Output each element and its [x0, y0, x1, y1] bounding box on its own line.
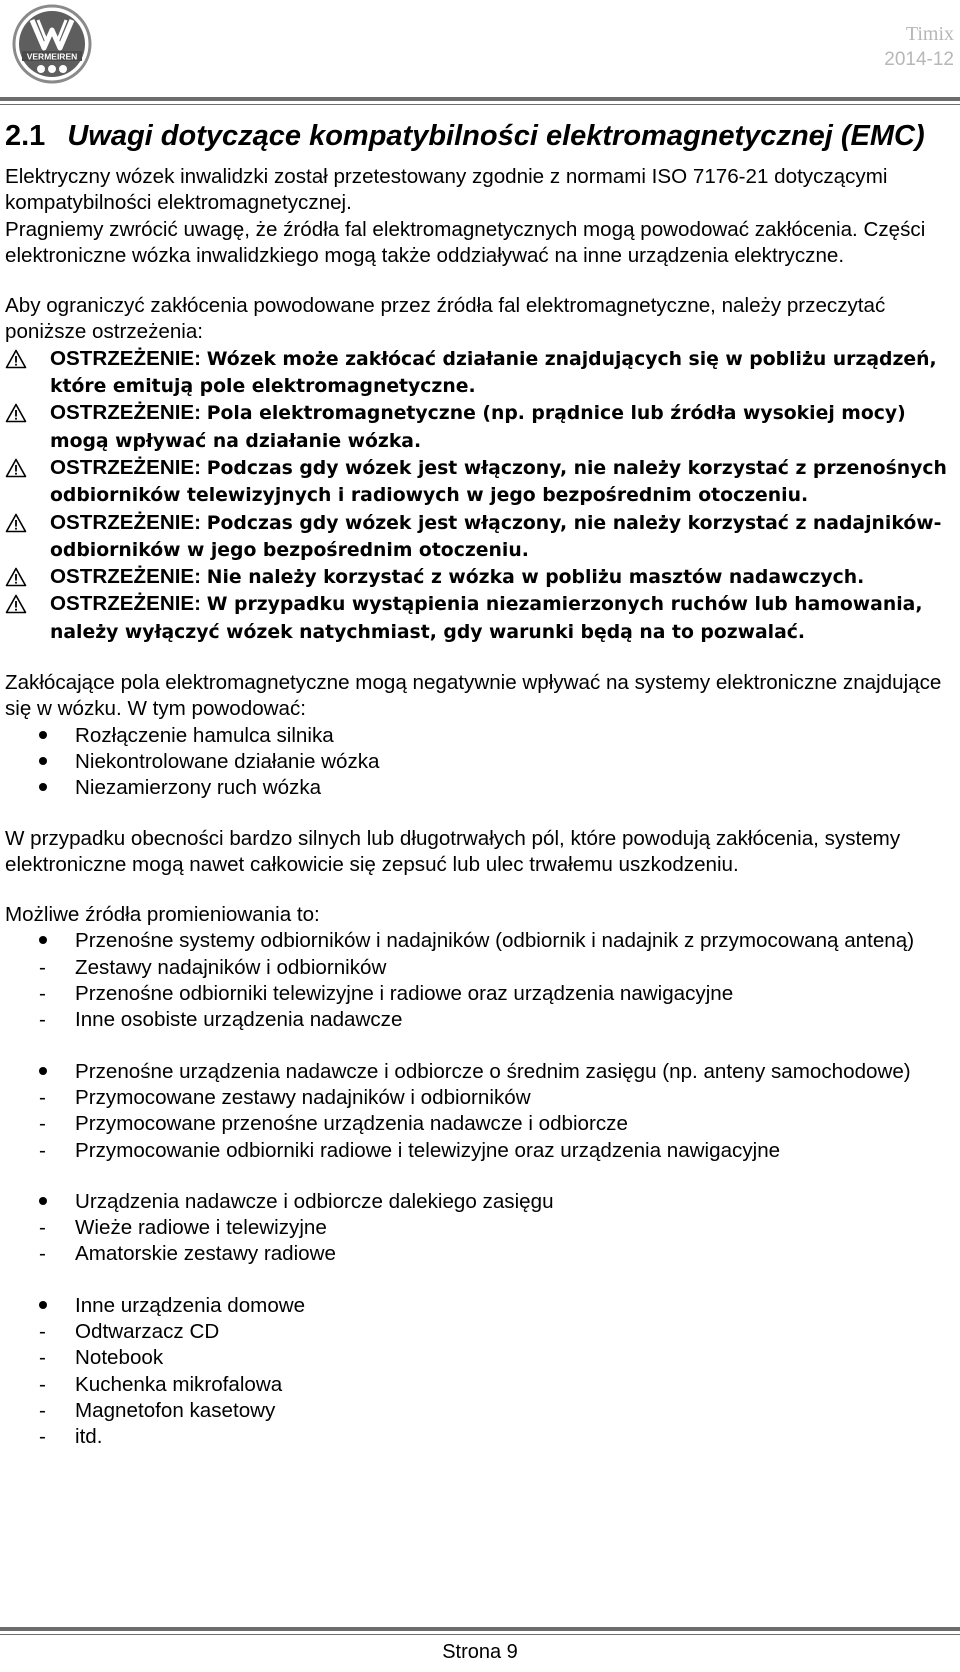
warning-text: W przypadku wystąpienia niezamierzonych ruchów lub hamowania, należy wyłączyć wózek natychmiast, gdy warunki będą na to pozwalać. — [50, 594, 923, 643]
dash-marker: - — [39, 1398, 46, 1422]
source-item-text: Przenośne odbiorniki telewizyjne i radiowe oraz urządzenia nawigacyjne — [75, 982, 734, 1006]
document-meta — [884, 22, 954, 72]
section-title: Uwagi dotyczące kompatybilności elektromagnetycznej (EMC) — [67, 120, 925, 152]
warning-icon — [5, 567, 27, 587]
source-group — [5, 1293, 955, 1451]
dash-marker: - — [39, 1008, 46, 1032]
source-item — [5, 1372, 955, 1398]
intro-paragraph-1: Elektryczny wózek inwalidzki został przetestowany zgodnie z normami ISO 7176-21 dotyczącymi kompatybilności elektromagnetycznej. — [5, 165, 888, 215]
source-item — [5, 1345, 955, 1371]
source-item-text: Zestawy nadajników i odbiorników — [75, 955, 387, 979]
source-group — [5, 928, 955, 1033]
source-group-heading-text: Przenośne systemy odbiorników i nadajników (odbiornik i nadajnik z przymocowaną anteną) — [75, 929, 915, 953]
warning-item — [5, 564, 955, 591]
warning-icon — [5, 594, 27, 614]
list-item — [5, 775, 955, 801]
list-item-text: Niezamierzony ruch wózka — [75, 776, 322, 800]
dash-marker: - — [39, 1425, 46, 1449]
warning-label: OSTRZEŻENIE: — [50, 346, 202, 370]
bullet-marker — [39, 749, 59, 775]
source-group-heading-text: Przenośne urządzenia nadawcze i odbiorcze o średnim zasięgu (np. anteny samochodowe) — [75, 1059, 911, 1083]
warning-item — [5, 455, 955, 510]
source-item-text: Inne osobiste urządzenia nadawcze — [75, 1008, 403, 1032]
source-item — [5, 1319, 955, 1345]
source-group-heading — [5, 1189, 955, 1215]
warning-icon — [5, 403, 27, 423]
bullet-marker — [39, 1293, 59, 1319]
dash-marker: - — [39, 1138, 46, 1162]
page-content — [5, 118, 955, 1450]
list-item-text: Rozłączenie hamulca silnika — [75, 723, 334, 747]
warning-item — [5, 591, 955, 646]
document-date: 2014-12 — [884, 49, 954, 70]
sources-intro: Możliwe źródła promieniowania to: — [5, 903, 320, 927]
list-item — [5, 723, 955, 749]
source-item-text: Przymocowane przenośne urządzenia nadawcze i odbiorcze — [75, 1112, 628, 1136]
intro-paragraph-2: Pragniemy zwrócić uwagę, że źródła fal elektromagnetycznych mogą powodować zakłócenia. Części elektroniczne wózka inwalidzkiego mogą także oddziaływać na inne urządzenia elektryczne. — [5, 217, 926, 267]
section-heading — [5, 118, 955, 154]
source-item — [5, 1398, 955, 1424]
dash-marker: - — [39, 1085, 46, 1109]
source-group-heading — [5, 1059, 955, 1085]
warning-text: Nie należy korzystać z wózka w pobliżu masztów nadawczych. — [206, 567, 865, 589]
page-number: Strona 9 — [442, 1641, 518, 1663]
warning-text: Pola elektromagnetyczne (np. prądnice lub źródła wysokiej mocy) mogą wpływać na działanie wózka. — [50, 403, 906, 452]
source-group-heading — [5, 928, 955, 954]
source-item — [5, 1424, 955, 1450]
bullet-marker — [39, 1189, 59, 1215]
source-item — [5, 1085, 955, 1111]
section-number: 2.1 — [5, 120, 46, 152]
warning-icon — [5, 349, 27, 369]
bullet-marker — [39, 723, 59, 749]
source-item — [5, 981, 955, 1007]
warnings-intro: Aby ograniczyć zakłócenia powodowane przez źródła fal elektromagnetyczne, należy przeczytać poniższe ostrzeżenia: — [5, 294, 886, 344]
dash-marker: - — [39, 1372, 46, 1396]
header-rule-thin — [0, 104, 960, 105]
product-name: Timix — [905, 23, 954, 45]
warning-item — [5, 510, 955, 565]
dash-marker: - — [39, 1242, 46, 1266]
warning-text: Podczas gdy wózek jest włączony, nie należy korzystać z nadajników-odbiorników w jego bezpośrednim otoczeniu. — [50, 512, 942, 561]
source-item-text: itd. — [75, 1425, 103, 1449]
logo-text: VERMEIREN — [26, 51, 78, 62]
warning-label: OSTRZEŻENIE: — [50, 401, 202, 425]
source-item-text: Wieże radiowe i telewizyjne — [75, 1216, 327, 1240]
warning-label: OSTRZEŻENIE: — [50, 565, 202, 589]
source-item — [5, 1215, 955, 1241]
warning-label: OSTRZEŻENIE: — [50, 510, 202, 534]
source-item — [5, 1138, 955, 1164]
strong-fields-paragraph: W przypadku obecności bardzo silnych lub długotrwałych pól, które powodują zakłócenia, systemy elektroniczne mogą nawet całkowicie się zepsuć lub ulec trwałemu uszkodzeniu. — [5, 826, 901, 876]
source-item-text: Przymocowanie odbiorniki radiowe i telewizyjne oraz urządzenia nawigacyjne — [75, 1138, 781, 1162]
warning-icon — [5, 458, 27, 478]
dash-marker: - — [39, 982, 46, 1006]
list-item — [5, 749, 955, 775]
source-item — [5, 1111, 955, 1137]
source-item-text: Odtwarzacz CD — [75, 1319, 220, 1343]
footer-rule — [0, 1627, 960, 1631]
warning-item — [5, 346, 955, 401]
source-item — [5, 955, 955, 981]
vermeiren-logo — [12, 4, 92, 84]
warning-text: Podczas gdy wózek jest włączony, nie należy korzystać z przenośnych odbiorników telewizyjnych i radiowych w jego bezpośrednim otoczeniu. — [50, 457, 947, 507]
source-item-text: Przymocowane zestawy nadajników i odbiorników — [75, 1085, 531, 1109]
warning-label: OSTRZEŻENIE: — [50, 455, 202, 479]
sources-list — [5, 928, 955, 1450]
warning-label: OSTRZEŻENIE: — [50, 592, 202, 616]
dash-marker: - — [39, 1216, 46, 1240]
effects-list — [5, 723, 955, 802]
source-group-heading — [5, 1293, 955, 1319]
warnings-list — [5, 346, 955, 646]
source-group-heading-text: Urządzenia nadawcze i odbiorcze dalekiego zasięgu — [75, 1189, 554, 1213]
source-item — [5, 1241, 955, 1267]
warning-icon — [5, 513, 27, 533]
source-item-text: Notebook — [75, 1346, 164, 1370]
source-group — [5, 1189, 955, 1268]
source-item-text: Kuchenka mikrofalowa — [75, 1372, 283, 1396]
dash-marker: - — [39, 1319, 46, 1343]
dash-marker: - — [39, 955, 46, 979]
source-item-text: Amatorskie zestawy radiowe — [75, 1242, 336, 1266]
dash-marker: - — [39, 1346, 46, 1370]
dash-marker: - — [39, 1112, 46, 1136]
effects-intro: Zakłócające pola elektromagnetyczne mogą negatywnie wpływać na systemy elektroniczne znajdujące się w wózku. W tym powodować: — [5, 671, 942, 721]
list-item-text: Niekontrolowane działanie wózka — [75, 749, 380, 773]
bullet-marker — [39, 928, 59, 954]
warning-text: Wózek może zakłócać działanie znajdujących się w pobliżu urządzeń, które emitują pole elektromagnetyczne. — [50, 348, 937, 398]
bullet-marker — [39, 775, 59, 801]
source-item — [5, 1007, 955, 1033]
header-rule — [0, 97, 960, 101]
source-group-heading-text: Inne urządzenia domowe — [75, 1293, 306, 1317]
bullet-marker — [39, 1059, 59, 1085]
source-group — [5, 1059, 955, 1164]
footer-rule-thin — [0, 1634, 960, 1635]
source-item-text: Magnetofon kasetowy — [75, 1398, 276, 1422]
warning-item — [5, 400, 955, 455]
